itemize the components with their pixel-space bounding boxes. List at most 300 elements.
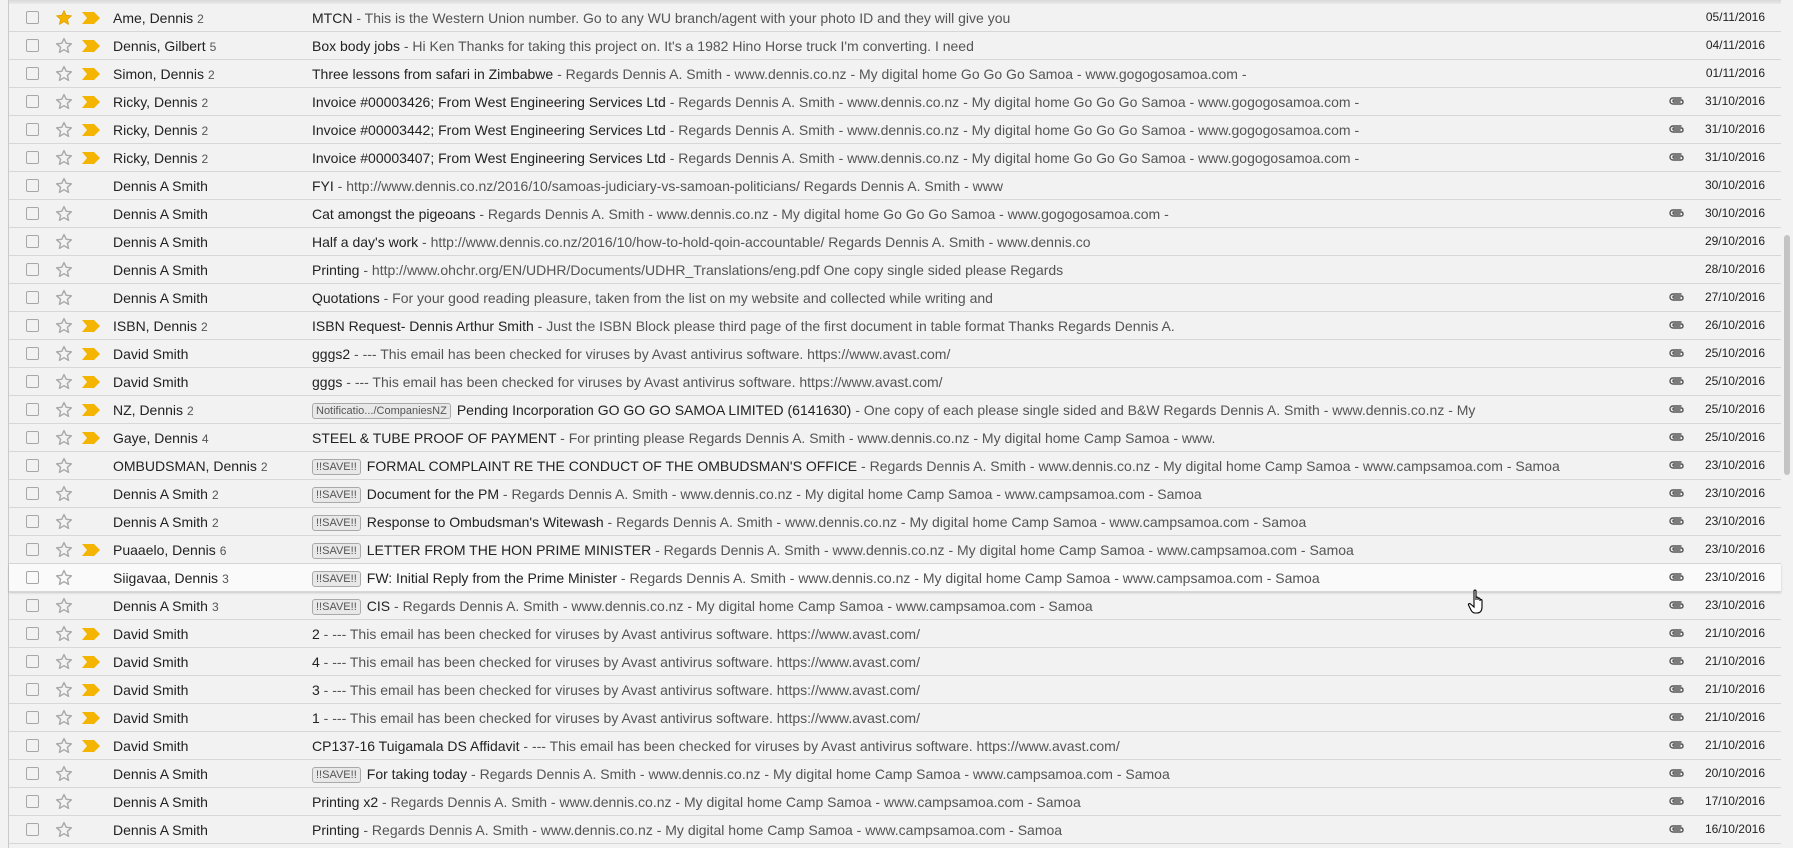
email-row[interactable]	[9, 760, 1781, 788]
snippet: --- This email has been checked for viruses by Avast antivirus software. https://www.avast.com/	[531, 738, 1120, 754]
subject: 1	[312, 710, 320, 726]
label-chip[interactable]: !!SAVE!!	[312, 571, 361, 587]
thread-count: 3	[222, 572, 229, 586]
star-icon[interactable]	[52, 454, 76, 478]
sender	[113, 822, 303, 838]
snippet: --- This email has been checked for viruses by Avast antivirus software. https://www.avast.com/	[362, 346, 951, 362]
email-row[interactable]	[9, 256, 1781, 284]
thread-count: 2	[197, 12, 204, 26]
thread-count: 4	[201, 432, 209, 446]
attachment-icon	[1668, 458, 1686, 474]
subject: 3	[312, 682, 320, 698]
subject: Half a day's work	[312, 234, 419, 250]
subject: gggs	[312, 374, 343, 390]
select-checkbox[interactable]	[26, 207, 39, 220]
scrollbar[interactable]	[1781, 0, 1793, 848]
email-content[interactable]	[312, 598, 1652, 615]
star-icon[interactable]	[52, 790, 76, 814]
email-content[interactable]	[312, 66, 1652, 82]
email-content[interactable]	[312, 710, 1652, 726]
subject: gggs2	[312, 346, 351, 362]
star-icon[interactable]	[52, 90, 76, 114]
select-checkbox[interactable]	[26, 347, 39, 360]
sender	[113, 38, 303, 54]
star-icon[interactable]	[52, 566, 76, 590]
star-icon[interactable]	[52, 202, 76, 226]
snippet-separator: -	[378, 794, 391, 810]
email-row[interactable]	[9, 564, 1781, 592]
email-content[interactable]	[312, 10, 1652, 26]
attachment-icon	[1668, 402, 1686, 418]
sender	[113, 234, 303, 250]
snippet: Regards Dennis A. Smith - www.dennis.co.nz - My digital home Camp Samoa - www.campsamoa.com - Samoa	[402, 598, 1093, 614]
date: 17/10/2016	[1704, 794, 1765, 808]
select-checkbox[interactable]	[26, 571, 39, 584]
label-chip[interactable]: !!SAVE!!	[312, 543, 361, 559]
attachment-icon	[1668, 150, 1686, 166]
thread-count: 2	[201, 320, 208, 334]
snippet-separator: -	[603, 514, 617, 530]
snippet: Regards Dennis A. Smith - www.dennis.co.nz - My digital home Camp Samoa - www.campsamoa.com - Samoa	[390, 794, 1081, 810]
sender	[113, 514, 303, 530]
star-icon[interactable]	[52, 426, 76, 450]
date: 31/10/2016	[1704, 94, 1765, 108]
select-checkbox[interactable]	[26, 263, 39, 276]
snippet: This is the Western Union number. Go to any WU branch/agent with your photo ID and they will give you	[364, 10, 1011, 26]
star-icon[interactable]	[52, 314, 76, 338]
label-chip[interactable]: !!SAVE!!	[312, 515, 361, 531]
sender	[113, 94, 303, 110]
subject: Three lessons from safari in Zimbabwe	[312, 66, 554, 82]
email-content[interactable]	[312, 766, 1652, 783]
sender	[113, 458, 303, 474]
date: 31/10/2016	[1704, 122, 1765, 136]
date: 25/10/2016	[1704, 430, 1765, 444]
star-icon[interactable]	[52, 62, 76, 86]
attachment-icon	[1668, 346, 1686, 362]
email-content[interactable]	[312, 206, 1652, 222]
select-checkbox[interactable]	[26, 459, 39, 472]
date: 30/10/2016	[1704, 178, 1765, 192]
snippet: Regards Dennis A. Smith - www.dennis.co.nz - My digital home Camp Samoa - www.campsamoa.com - Samoa	[629, 570, 1320, 586]
date: 31/10/2016	[1704, 150, 1765, 164]
subject: Printing	[312, 262, 360, 278]
select-checkbox[interactable]	[26, 151, 39, 164]
select-checkbox[interactable]	[26, 795, 39, 808]
snippet: One copy of each please single sided and B&W Regards Dennis A. Smith - www.dennis.co.nz - My	[863, 402, 1476, 418]
email-row[interactable]	[9, 676, 1781, 704]
sender-name: Dennis, Gilbert	[113, 38, 206, 54]
email-row[interactable]	[9, 116, 1781, 144]
attachment-icon	[1668, 122, 1686, 138]
email-row[interactable]	[9, 172, 1781, 200]
email-content[interactable]	[312, 626, 1652, 642]
email-row[interactable]	[9, 228, 1781, 256]
snippet-separator: -	[617, 570, 630, 586]
important-marker-icon[interactable]	[82, 152, 100, 164]
sender-name: Dennis A Smith	[113, 262, 208, 278]
attachment-icon	[1668, 598, 1686, 614]
email-content[interactable]	[312, 458, 1652, 475]
important-marker-icon[interactable]	[82, 68, 100, 80]
email-content[interactable]	[312, 402, 1652, 419]
attachment-icon	[1668, 710, 1686, 726]
select-checkbox[interactable]	[26, 487, 39, 500]
sender	[113, 346, 303, 362]
snippet-separator: -	[319, 710, 333, 726]
important-marker-icon[interactable]	[82, 320, 100, 332]
attachment-icon	[1668, 822, 1686, 838]
snippet-separator: -	[857, 458, 870, 474]
snippet-separator: -	[651, 542, 664, 558]
snippet: Regards Dennis A. Smith - www.dennis.co.nz - My digital home Camp Samoa - www.campsamoa.com - Samoa	[371, 822, 1063, 838]
select-checkbox[interactable]	[26, 11, 39, 24]
date: 25/10/2016	[1704, 374, 1765, 388]
snippet: Regards Dennis A. Smith - www.dennis.co.nz - My digital home Camp Samoa - www.campsamoa.com - Samoa	[663, 542, 1354, 558]
sender-name: David Smith	[113, 654, 189, 670]
star-icon[interactable]	[52, 146, 76, 170]
thread-count: 6	[219, 544, 227, 558]
star-icon[interactable]	[52, 622, 76, 646]
subject: LETTER FROM THE HON PRIME MINISTER	[366, 542, 652, 558]
email-content[interactable]	[312, 542, 1652, 559]
sender-name: Dennis A Smith	[113, 598, 208, 614]
select-checkbox[interactable]	[26, 823, 39, 836]
email-content[interactable]	[312, 346, 1652, 362]
sender-name: David Smith	[113, 346, 189, 362]
email-row[interactable]	[9, 396, 1781, 424]
star-icon[interactable]	[52, 370, 76, 394]
date: 23/10/2016	[1704, 542, 1765, 556]
snippet: For printing please Regards Dennis A. Smith - www.dennis.co.nz - My digital home Camp Samoa - www.	[568, 430, 1216, 446]
snippet-separator: -	[418, 234, 431, 250]
star-icon[interactable]	[52, 650, 76, 674]
snippet: --- This email has been checked for viruses by Avast antivirus software. https://www.avast.com/	[354, 374, 943, 390]
important-marker-icon[interactable]	[82, 348, 100, 360]
snippet: Hi Ken Thanks for taking this project on. It's a 1982 Hino Horse truck I'm converting. I need	[412, 38, 974, 54]
sender	[113, 542, 303, 558]
select-checkbox[interactable]	[26, 543, 39, 556]
email-row[interactable]	[9, 536, 1781, 564]
sender	[113, 10, 303, 26]
star-icon[interactable]	[52, 594, 76, 618]
date: 25/10/2016	[1704, 346, 1765, 360]
email-content[interactable]	[312, 486, 1652, 503]
important-marker-icon[interactable]	[82, 40, 100, 52]
snippet-separator: -	[665, 122, 679, 138]
subject: Invoice #00003426; From West Engineering Services Ltd	[312, 94, 666, 110]
select-checkbox[interactable]	[26, 599, 39, 612]
email-row[interactable]	[9, 340, 1781, 368]
email-content[interactable]	[312, 738, 1652, 754]
sender-name: Ricky, Dennis	[113, 122, 198, 138]
thread-count: 2	[201, 152, 209, 166]
date: 21/10/2016	[1704, 626, 1765, 640]
email-content[interactable]	[312, 262, 1652, 278]
subject: Invoice #00003407; From West Engineering Services Ltd	[312, 150, 666, 166]
sender	[113, 682, 303, 698]
email-content[interactable]	[312, 570, 1652, 587]
subject: 2	[312, 626, 320, 642]
email-row[interactable]	[9, 508, 1781, 536]
date: 21/10/2016	[1704, 710, 1765, 724]
email-content[interactable]	[312, 430, 1652, 446]
sender-name: David Smith	[113, 374, 189, 390]
select-checkbox[interactable]	[26, 95, 39, 108]
star-icon[interactable]	[52, 762, 76, 786]
select-checkbox[interactable]	[26, 711, 39, 724]
email-content[interactable]	[312, 682, 1652, 698]
star-icon[interactable]	[52, 258, 76, 282]
subject: FORMAL COMPLAINT RE THE CONDUCT OF THE OMBUDSMAN'S OFFICE	[366, 458, 858, 474]
snippet-separator: -	[319, 626, 333, 642]
snippet: Regards Dennis A. Smith - www.dennis.co.nz - My digital home Go Go Go Samoa - www.gogogosamoa.com -	[678, 94, 1360, 110]
sender-name: Ricky, Dennis	[113, 94, 198, 110]
important-marker-icon[interactable]	[82, 712, 100, 724]
important-marker-icon[interactable]	[82, 740, 100, 752]
select-checkbox[interactable]	[26, 655, 39, 668]
date: 20/10/2016	[1704, 766, 1765, 780]
attachment-icon	[1668, 794, 1686, 810]
label-chip[interactable]: !!SAVE!!	[312, 487, 361, 503]
attachment-icon	[1668, 430, 1686, 446]
date: 23/10/2016	[1704, 570, 1765, 584]
email-content[interactable]	[312, 178, 1652, 194]
sender-name: OMBUDSMAN, Dennis	[113, 458, 257, 474]
select-checkbox[interactable]	[26, 767, 39, 780]
email-content[interactable]	[312, 122, 1652, 138]
date: 04/11/2016	[1705, 38, 1765, 52]
sender-name: Dennis A Smith	[113, 178, 208, 194]
email-content[interactable]	[312, 38, 1652, 54]
important-marker-icon[interactable]	[82, 628, 100, 640]
select-checkbox[interactable]	[26, 291, 39, 304]
email-content[interactable]	[312, 374, 1652, 390]
subject: For taking today	[366, 766, 468, 782]
date: 27/10/2016	[1704, 290, 1765, 304]
thread-count: 2	[260, 460, 268, 474]
email-row[interactable]	[9, 704, 1781, 732]
sender	[113, 178, 303, 194]
email-row[interactable]	[9, 788, 1781, 816]
email-content[interactable]	[312, 94, 1652, 110]
star-icon[interactable]	[52, 510, 76, 534]
date: 21/10/2016	[1704, 654, 1765, 668]
subject: 4	[312, 654, 320, 670]
sender-name: Gaye, Dennis	[113, 430, 198, 446]
label-chip[interactable]: Notificatio.../CompaniesNZ	[312, 403, 451, 419]
sender	[113, 486, 303, 502]
select-checkbox[interactable]	[26, 123, 39, 136]
snippet-separator: -	[350, 346, 363, 362]
star-icon[interactable]	[52, 34, 76, 58]
snippet-separator: -	[352, 10, 365, 26]
attachment-icon	[1668, 206, 1686, 222]
select-checkbox[interactable]	[26, 179, 39, 192]
hand-cursor-icon	[1467, 589, 1487, 615]
date: 26/10/2016	[1704, 318, 1765, 332]
email-row[interactable]	[9, 452, 1781, 480]
email-content[interactable]	[312, 234, 1652, 250]
select-checkbox[interactable]	[26, 319, 39, 332]
snippet-separator: -	[533, 318, 547, 334]
snippet: --- This email has been checked for viruses by Avast antivirus software. https://www.avast.com/	[332, 654, 920, 670]
email-content[interactable]	[312, 514, 1652, 531]
snippet-separator: -	[342, 374, 355, 390]
snippet-separator: -	[556, 430, 569, 446]
snippet-separator: -	[553, 66, 566, 82]
subject: Quotations	[312, 290, 380, 306]
email-row[interactable]	[9, 732, 1781, 760]
email-row[interactable]	[9, 60, 1781, 88]
scrollbar-thumb[interactable]	[1784, 235, 1790, 475]
select-checkbox[interactable]	[26, 67, 39, 80]
date: 23/10/2016	[1704, 486, 1765, 500]
important-marker-icon[interactable]	[82, 124, 100, 136]
email-list	[8, 0, 1782, 848]
star-icon[interactable]	[52, 678, 76, 702]
date: 21/10/2016	[1704, 738, 1765, 752]
email-row[interactable]	[9, 592, 1781, 620]
email-row[interactable]	[9, 480, 1781, 508]
star-icon[interactable]	[52, 118, 76, 142]
email-row[interactable]	[9, 32, 1781, 60]
star-icon[interactable]	[52, 174, 76, 198]
sender-name: Dennis A Smith	[113, 234, 208, 250]
sender	[113, 262, 303, 278]
star-icon[interactable]	[52, 538, 76, 562]
star-icon[interactable]	[52, 342, 76, 366]
subject: CIS	[366, 598, 391, 614]
sender	[113, 766, 303, 782]
date: 28/10/2016	[1704, 262, 1765, 276]
sender-name: Dennis A Smith	[113, 766, 208, 782]
snippet-separator: -	[359, 262, 372, 278]
select-checkbox[interactable]	[26, 683, 39, 696]
snippet: Regards Dennis A. Smith - www.dennis.co.nz - My digital home Go Go Go Samoa - www.gogogosamoa.com -	[487, 206, 1169, 222]
select-checkbox[interactable]	[26, 627, 39, 640]
email-content[interactable]	[312, 318, 1652, 334]
select-checkbox[interactable]	[26, 235, 39, 248]
subject: FW: Initial Reply from the Prime Minister	[366, 570, 618, 586]
label-chip[interactable]: !!SAVE!!	[312, 459, 361, 475]
sender-name: Siigavaa, Dennis	[113, 570, 219, 586]
sender	[113, 598, 303, 614]
subject: Cat amongst the pigeoans	[312, 206, 476, 222]
date: 21/10/2016	[1704, 682, 1765, 696]
snippet-separator: -	[333, 178, 347, 194]
sender	[113, 290, 303, 306]
select-checkbox[interactable]	[26, 739, 39, 752]
label-chip[interactable]: !!SAVE!!	[312, 599, 361, 615]
star-icon[interactable]	[52, 818, 76, 842]
email-content[interactable]	[312, 290, 1652, 306]
email-content[interactable]	[312, 654, 1652, 670]
email-content[interactable]	[312, 794, 1652, 810]
snippet-separator: -	[467, 766, 480, 782]
attachment-icon	[1668, 542, 1686, 558]
important-marker-icon[interactable]	[82, 656, 100, 668]
important-marker-icon[interactable]	[82, 684, 100, 696]
date: 16/10/2016	[1704, 822, 1765, 836]
select-checkbox[interactable]	[26, 403, 39, 416]
snippet: Regards Dennis A. Smith - www.dennis.co.nz - My digital home Go Go Go Samoa - www.gogogosamoa.com -	[678, 150, 1360, 166]
star-icon[interactable]	[52, 286, 76, 310]
important-marker-icon[interactable]	[82, 96, 100, 108]
star-icon[interactable]	[52, 230, 76, 254]
important-marker-icon[interactable]	[82, 12, 100, 24]
important-marker-icon[interactable]	[82, 544, 100, 556]
email-content[interactable]	[312, 150, 1652, 166]
star-filled-icon[interactable]	[52, 6, 76, 30]
snippet-separator: -	[475, 206, 488, 222]
select-checkbox[interactable]	[26, 375, 39, 388]
snippet: Regards Dennis A. Smith - www.dennis.co.nz - My digital home Go Go Go Samoa - www.gogogosamoa.com -	[678, 122, 1360, 138]
email-row[interactable]	[9, 88, 1781, 116]
star-icon[interactable]	[52, 734, 76, 758]
subject: Pending Incorporation GO GO GO SAMOA LIMITED (6141630)	[456, 402, 852, 418]
sender	[113, 430, 303, 446]
attachment-icon	[1668, 94, 1686, 110]
star-icon[interactable]	[52, 482, 76, 506]
sender	[113, 654, 303, 670]
star-icon[interactable]	[52, 706, 76, 730]
snippet: Regards Dennis A. Smith - www.dennis.co.nz - My digital home Camp Samoa - www.campsamoa.com - Samoa	[479, 766, 1170, 782]
email-row[interactable]	[9, 620, 1781, 648]
sender	[113, 150, 303, 166]
select-checkbox[interactable]	[26, 431, 39, 444]
sender-name: Ame, Dennis	[113, 10, 194, 26]
snippet: Regards Dennis A. Smith - www.dennis.co.nz - My digital home Go Go Go Samoa - www.gogogosamoa.com -	[565, 66, 1247, 82]
sender-name: Puaaelo, Dennis	[113, 542, 216, 558]
email-row[interactable]	[9, 284, 1781, 312]
snippet-separator: -	[379, 290, 393, 306]
email-content[interactable]	[312, 822, 1652, 838]
snippet: Regards Dennis A. Smith - www.dennis.co.nz - My digital home Camp Samoa - www.campsamoa.com - Samoa	[511, 486, 1202, 502]
sender	[113, 570, 303, 586]
email-row[interactable]	[9, 648, 1781, 676]
email-row[interactable]	[9, 424, 1781, 452]
sender-name: Dennis A Smith	[113, 794, 208, 810]
date: 25/10/2016	[1704, 402, 1765, 416]
select-checkbox[interactable]	[26, 39, 39, 52]
select-checkbox[interactable]	[26, 515, 39, 528]
sender	[113, 710, 303, 726]
snippet: Regards Dennis A. Smith - www.dennis.co.nz - My digital home Camp Samoa - www.campsamoa.com - Samoa	[869, 458, 1560, 474]
star-icon[interactable]	[52, 398, 76, 422]
subject: Invoice #00003442; From West Engineering Services Ltd	[312, 122, 666, 138]
snippet: Regards Dennis A. Smith - www.dennis.co.nz - My digital home Camp Samoa - www.campsamoa.com - Samoa	[616, 514, 1307, 530]
email-row[interactable]	[9, 200, 1781, 228]
subject: Printing x2	[312, 794, 379, 810]
date: 23/10/2016	[1704, 514, 1765, 528]
attachment-icon	[1668, 514, 1686, 530]
sender	[113, 66, 303, 82]
date: 30/10/2016	[1704, 206, 1765, 220]
email-row[interactable]	[9, 4, 1781, 32]
email-row[interactable]	[9, 312, 1781, 340]
important-marker-icon[interactable]	[82, 432, 100, 444]
sender-name: Dennis A Smith	[113, 206, 208, 222]
email-row[interactable]	[9, 368, 1781, 396]
important-marker-icon[interactable]	[82, 404, 100, 416]
label-chip[interactable]: !!SAVE!!	[312, 767, 361, 783]
sender	[113, 402, 303, 418]
email-row[interactable]	[9, 816, 1781, 844]
date: 23/10/2016	[1704, 458, 1765, 472]
important-marker-icon[interactable]	[82, 376, 100, 388]
email-row[interactable]	[9, 144, 1781, 172]
